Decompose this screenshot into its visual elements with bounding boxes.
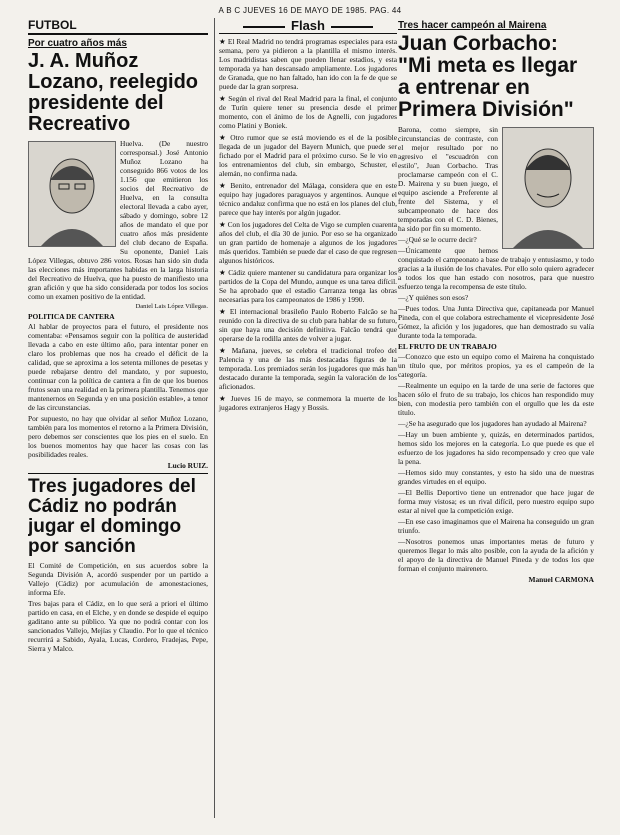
right-question-2: —¿Y quiénes son esos? — [398, 293, 469, 303]
right-answer-4: —Realmente un equipo en la tarde de una serie de factores que hacen sólo el fruto de su trabajo, los chicos han respondido muy bien, con modestia pero también con el orgullo que les da este título. — [398, 381, 594, 418]
left-body-1: Huelva. (De nuestro corresponsal.) José Antonio Muñoz Lozano ha conseguido 866 votos de los 1.156 que emitieron los socios del Recreativo de Huelva, en la consulta electoral llevada a cabo ayer, sábado y domingo, sobre 12 años de mandato el que por cuatro años más presidente del club decano de España. Su oponente, Daniel Lais López Villegas, obtuvo 286 votos. Rosas han sido sin duda las elecciones más importantes habidas en la larga historia del Recreativo de Huelva, que ha puesto de manifiesto una gran afición y que ha sido considerada por todos los socios como un examen positivo de la entidad. — [28, 139, 208, 301]
flash-item: ★ Cádiz quiere mantener su candidatura para organizar los partidos de la Copa del Mundo, aunque es una tarea difícil. Se ha aprobado que el estadio Carranza tenga las obras necesarias para los campeonatos de 1986 y 1990. — [219, 268, 397, 304]
portrait-illustration — [29, 142, 115, 246]
right-answer-9: —Nosotros ponemos unas importantes metas de futuro y queremos llegar lo más alto posible, con la ayuda de la afición y el apoyo de la directiva de Manuel Pineda y de todos los que forman el conjunto mairenero. — [398, 537, 594, 574]
right-signature: Manuel CARMONA — [528, 575, 594, 585]
flash-item: ★ Con los jugadores del Celta de Vigo se cumplen cuarenta años del club, el día 30 de junio. Por eso se ha organizado un gran partido de homenaje a algunos de los jugadores más queridos. También se puede dar el caso de que regresen algunos históricos. — [219, 220, 397, 265]
right-question-1: —¿Qué se le ocurre decir? — [398, 235, 477, 245]
right-answer-1: —Únicamente que hemos conquistado el campeonato a base de trabajo y entusiasmo, y todo gracias a la ilusión de los chavales. Por ello solo quiero agradecer a todos los que han estado con nosotros, para que nuestro esfuerzo tenga la recompensa de este título. — [398, 246, 594, 292]
middle-column — [214, 18, 397, 818]
left-body-2: Al hablar de proyectos para el futuro, el presidente nos comentaba: «Pensamos seguir con la política de austeridad llevada a cabo en este último año, para intentar poner en claro los problemas que nos ha creado el déficit de la calidad, que se aproxima a los setenta millones de pesetas y puede rebajarse dentro del mandato, y por supuesto, continuar con la política de cantera a fin de que los buenos frutos sean una realidad en la primera plantilla. Tenemos que mantenernos en Segunda y en una posición estable», a tenor de las circunstancias. — [28, 322, 208, 412]
portrait-photo-2 — [502, 127, 594, 249]
flash-item: ★ Jueves 16 de mayo, se conmemora la muerte de los jugadores extranjeros Hagy y Bossis. — [219, 394, 397, 412]
section-title: FUTBOL — [28, 18, 208, 35]
flash-item: ★ Según el rival del Real Madrid para la final, el conjunto de Turín quiere tener su presencia desde el primer momento, con el ánimo de los de Agnelli, con jugadores como Platini y Boniek. — [219, 94, 397, 130]
flash-rule-right — [331, 26, 373, 28]
divider — [28, 473, 208, 474]
right-answer-3: —Conozco que esto un equipo como el Mairena ha conquistado un título que, por méritos propios, ya es el campeón de la categoría. — [398, 352, 594, 380]
right-subhead: EL FRUTO DE UN TRABAJO — [398, 342, 497, 352]
flash-rule-left — [243, 26, 285, 28]
left-body-3: Por supuesto, no hay que olvidar al señor Muñoz Lozano, también para los momentos el retorno a la Primera División, pero debemos ser conscientes que los pies en el suelo. En los buenos momentos hay que hacer las cosas con las posibilidades reales. — [28, 414, 208, 459]
right-kicker: Tres hacer campeón al Mairena — [398, 20, 547, 31]
portrait-photo — [28, 141, 116, 247]
left-column — [28, 18, 208, 818]
flash-item: ★ Otro rumor que se está moviendo es el de la posible llegada de un jugador del Bayern Munich, que puede ser fichado por el Madrid para el próximo curso. Se le vio en los entrenamientos del club, sin embargo, Schuster, el alemán, no confirma nada. — [219, 133, 397, 178]
left-subhead: POLITICA DE CANTERA — [28, 312, 115, 321]
flash-title-box — [219, 18, 397, 34]
flash-item: ★ El Real Madrid no tendrá programas especiales para esta semana, pero ya pidieron a la plantilla el mismo interés. Los madridistas saben que pueden llenar estadios, y esta temporada ya han descansado ampliamente. Los jugadores de Granada, que no han faltado, han ido con la fe de que se puede dar la gran sorpresa. — [219, 37, 397, 91]
right-intro: Barona, como siempre, sin circunstancias de contraste, con el mejor resultado por no agresivo el "escuadrón con estilo", Juan Corbacho. Tras proclamarse campeón con el C. D. Mairena y su buen juego, el equipo asciende a Preferente al frente del Sistema, y el subcampeonato de hace dos temporadas con el C. D. Bienes, ha sido por fin su momento. — [398, 125, 498, 234]
flash-item: ★ El internacional brasileño Paulo Roberto Falcão se ha reunido con la directiva de su club para hablar de su futuro, sin que haya una decisión definitiva. Falcão tendrá que operarse de la rodilla antes de volver a jugar. — [219, 307, 397, 343]
portrait-illustration-2 — [503, 128, 593, 248]
left-body-5: Tres bajas para el Cádiz, en lo que será a priori el último partido en casa, en el Elche, y en donde se despide el equipo gaditano ante su público. Ya que no podrá contar con los sancionados Vallejo, Mejías y Claudio. Por lo que el técnico recurrirá a Sabido, Ayala, Lucas, Cordero, Fradejas, Pepe, Sierra y Malco. — [28, 598, 208, 653]
right-answer-2: —Pues todos. Una Junta Directiva que, capitaneada por Manuel Pineda, con el que colabora estrechamente el vicepresidente José Gómez, la afición y los jugadores, que han demostrado su valía durante toda la temporada. — [398, 304, 594, 341]
left-headline-2: Tres jugadores del Cádiz no podrán jugar el domingo por sanción — [28, 476, 196, 557]
left-headline: J. A. Muñoz Lozano, reelegido presidente del Recreativo — [28, 50, 199, 135]
right-answer-7: —El Bellis Deportivo tiene un entrenador que hace jugar de forma muy vistosa; es un rival difícil, pero nuestro equipo supo estar al nivel que la competición exige. — [398, 488, 594, 516]
left-kicker: Por cuatro años más — [28, 38, 127, 49]
left-signature: Lucio RUIZ. — [167, 461, 208, 470]
photo-caption: Daniel Lais López Villegas. — [135, 303, 208, 310]
right-answer-6: —Hemos sido muy constantes, y esto ha sido una de nuestras grandes virtudes en el equipo. — [398, 468, 594, 487]
left-body-4: El Comité de Competición, en sus acuerdos sobre la Segunda División A, acordó suspender por un partido a Vallejo (Cádiz) por acumulación de amonestaciones, informa Efe. — [28, 560, 208, 597]
right-question-3: —¿Se ha asegurado que los jugadores han ayudado al Mairena? — [398, 419, 587, 429]
right-answer-8: —En ese caso imaginamos que el Mairena ha conseguido un gran triunfo. — [398, 517, 594, 536]
flash-title: Flash — [291, 18, 325, 33]
right-answer-5: —Hay un buen ambiente y, quizás, en determinados partidos, hemos sido los mejores en la categoría. Lo que puede es que el esfuerzo de los jugadores ha sido recompensado y creo que vale la pena. — [398, 430, 594, 467]
page-header: A B C JUEVES 16 DE MAYO DE 1985. PAG. 44 — [218, 6, 402, 15]
right-headline: Juan Corbacho: "Mi meta es llegar a entrenar en Primera División" — [398, 32, 578, 122]
flash-item: ★ Benito, entrenador del Málaga, considera que en este equipo hay jugadores paraguayos y argentinos. Aunque el técnico andaluz confirma que no está en los planes del club, parece que hay interés por algún jugador. — [219, 181, 397, 217]
flash-item: ★ Mañana, jueves, se celebra el tradicional trofeo del Palencia y una de las más destacadas figuras de la temporada. Los premiados serán los jugadores que más han destacado durante la temporada, según la valoración de los aficionados. — [219, 346, 397, 391]
right-column — [398, 18, 594, 818]
